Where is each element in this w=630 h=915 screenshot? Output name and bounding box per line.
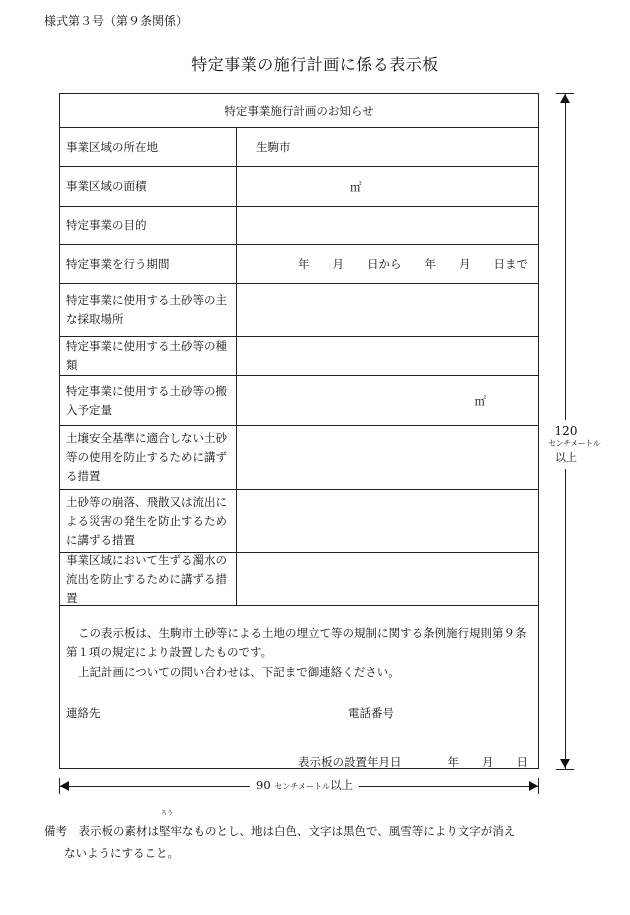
table-row: [60, 128, 538, 167]
height-dimension-label: [548, 420, 601, 469]
row-value: [237, 490, 538, 552]
board-header: 特定事業施行計画のお知らせ: [60, 94, 538, 128]
remarks-rest: なものとし、地は白色、文字は黒色で、風雪等により文字が消え: [182, 824, 516, 838]
remarks-line-2: ないようにすること。: [64, 846, 179, 860]
height-suffix: 以上: [555, 451, 577, 464]
width-value: 90: [256, 778, 271, 792]
height-bottom-tick: [556, 769, 574, 770]
contact-label: 連絡先: [66, 706, 101, 720]
notice-paragraph: この表示板は、生駒市土砂等による土地の埋立て等の規制に関する条例施行規則第９条第１項の規定により設置したものです。: [66, 626, 527, 659]
width-suffix: 以上: [329, 778, 353, 792]
table-row: [60, 337, 538, 376]
arrow-left-icon: [60, 781, 69, 791]
row-label: 事業区域の所在地: [60, 128, 237, 166]
row-label: 土壌安全基準に適合しない土砂等の使用を防止するために講ずる措置: [60, 426, 237, 489]
table-row: [60, 376, 538, 426]
arrow-right-icon: [529, 781, 538, 791]
height-unit: センチメートル: [548, 439, 601, 448]
notice-board: [59, 93, 539, 769]
row-value: 年 月 日から 年 月 日まで: [298, 257, 528, 271]
row-value: 生駒市: [256, 140, 291, 154]
table-row: [60, 490, 538, 553]
ruby-word: [159, 810, 182, 842]
row-label: 事業区域の面積: [60, 167, 237, 206]
table-row: [60, 167, 538, 207]
width-dimension-label: [250, 777, 359, 793]
row-label: 土砂等の崩落、飛散又は流出による災害の発生を防止するために講ずる措置: [60, 490, 237, 552]
row-value: [237, 284, 538, 336]
row-value: [237, 337, 538, 375]
ruby-base: 堅牢: [159, 824, 182, 838]
table-row: [60, 553, 538, 606]
row-value: ㎡: [350, 179, 362, 194]
height-value: 120: [554, 424, 578, 438]
remarks-prefix: 備考 表示板の素材は: [44, 824, 159, 838]
form-number: 様式第３号（第９条関係）: [44, 14, 189, 28]
ruby-reading: ろう: [161, 810, 174, 817]
row-label: 事業区域において生ずる濁水の流出を防止するために講ずる措置: [60, 553, 237, 605]
arrow-up-icon: [560, 94, 570, 103]
row-label: 特定事業に使用する土砂等の種類: [60, 337, 237, 375]
table-row: [60, 245, 538, 284]
install-date-label: 表示板の設置年月日 年 月 日: [298, 755, 528, 769]
row-label: 特定事業に使用する土砂等の搬入予定量: [60, 376, 237, 425]
inquiry-paragraph: 上記計画についての問い合わせは、下記まで御連絡ください。: [78, 665, 400, 679]
remarks-line-1: [44, 810, 564, 842]
row-value: [237, 553, 538, 605]
notice-section: [60, 606, 538, 768]
table-row: [60, 207, 538, 245]
row-value: ㎡: [474, 393, 486, 408]
arrow-down-icon: [560, 759, 570, 768]
phone-label: 電話番号: [348, 706, 394, 720]
row-label: 特定事業を行う期間: [60, 245, 237, 283]
table-row: [60, 426, 538, 490]
row-value: [237, 207, 538, 244]
document-title: 特定事業の施行計画に係る表示板: [191, 55, 439, 74]
row-value: [237, 426, 538, 489]
row-label: 特定事業に使用する土砂等の主な採取場所: [60, 284, 237, 336]
row-label: 特定事業の目的: [60, 207, 237, 244]
width-unit: センチメートル: [274, 782, 330, 791]
remarks: [44, 810, 564, 864]
table-row: [60, 284, 538, 337]
